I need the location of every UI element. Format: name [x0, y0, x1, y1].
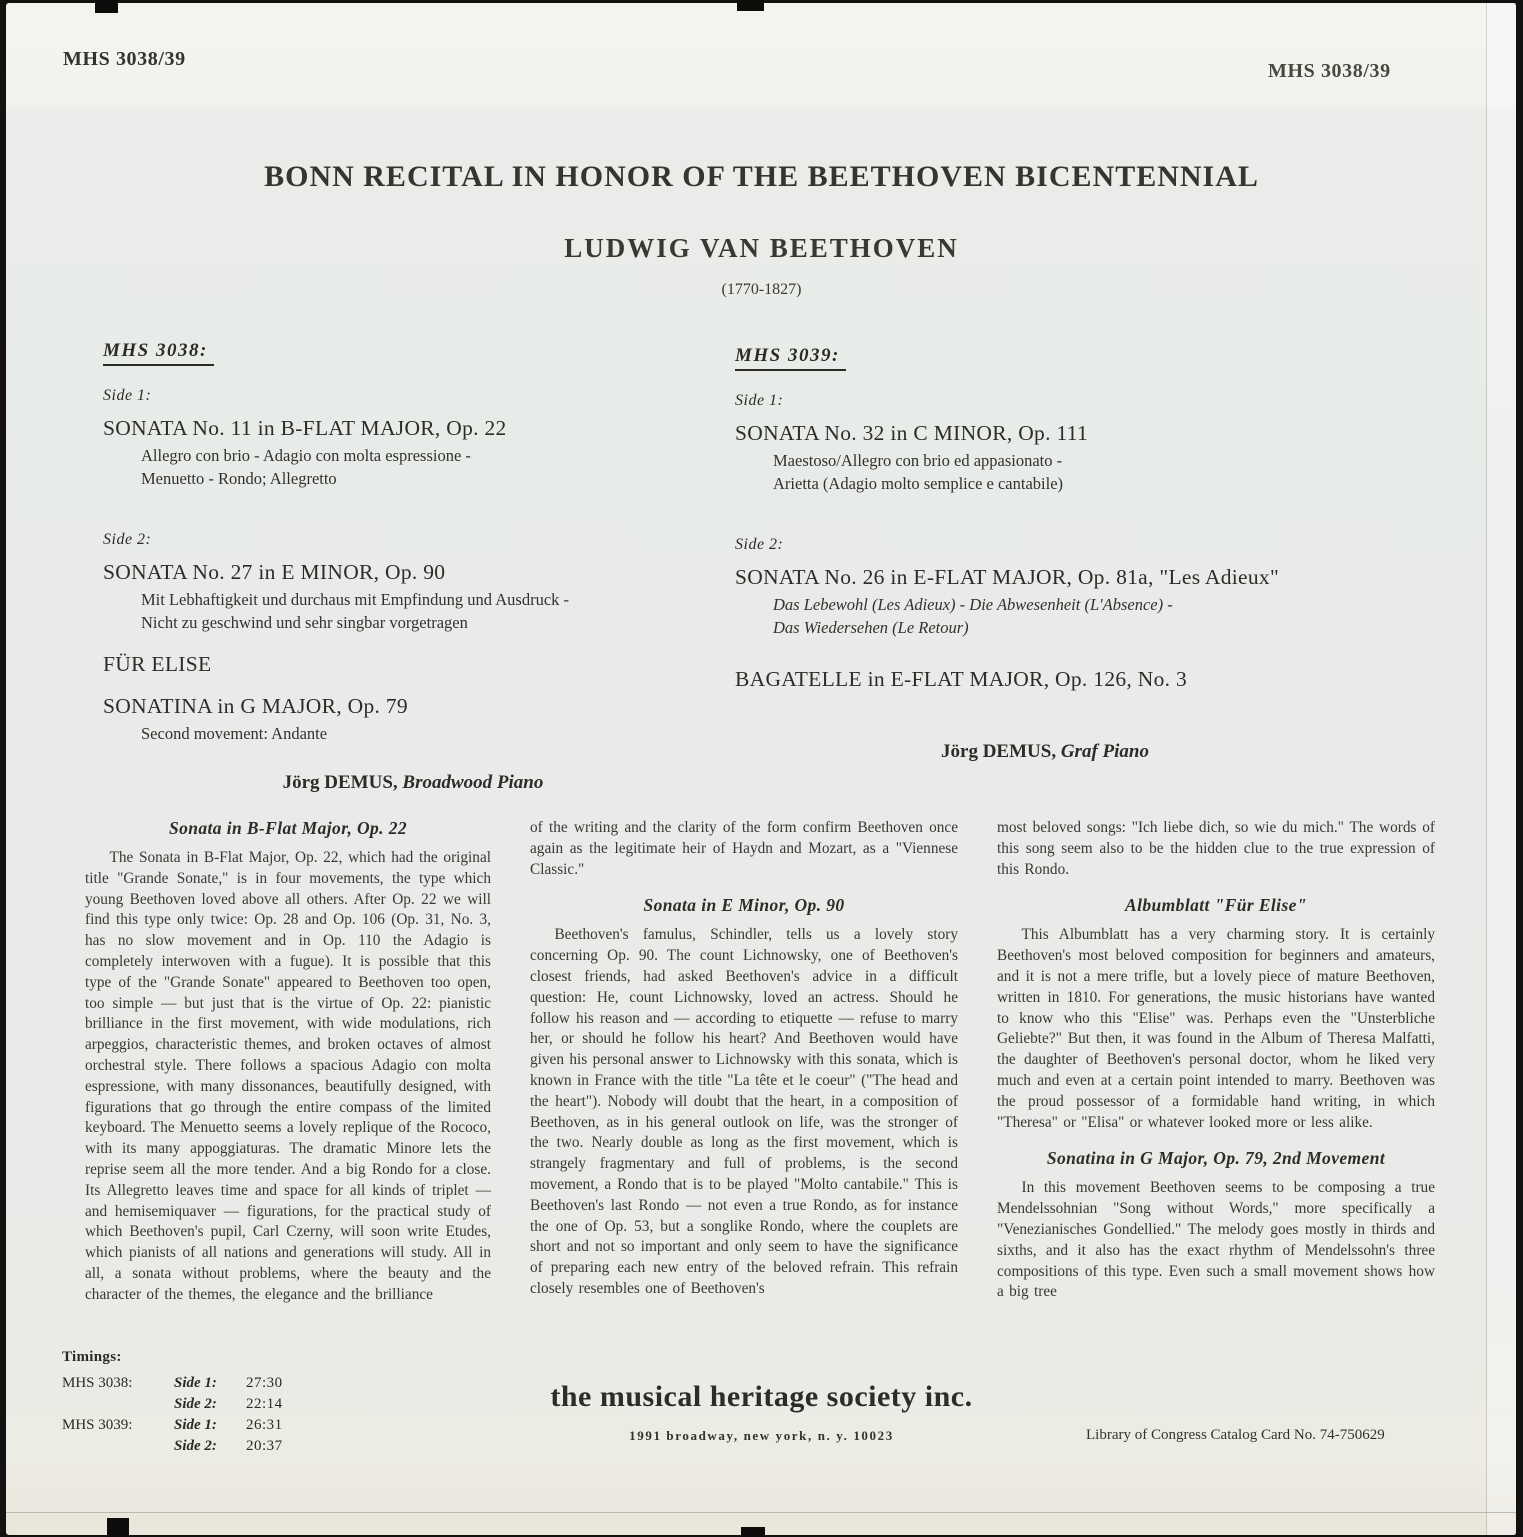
- note-paragraph: most beloved songs: "Ich liebe dich, so wie du mich." The words of this song seem also to be the hidden clue to the true expression of this Rondo.: [997, 819, 1435, 878]
- timing-side: Side 2:: [174, 1438, 217, 1454]
- cover-bottom-fold-line: [6, 1512, 1516, 1513]
- note-heading: Sonata in B-Flat Major, Op. 22: [168, 818, 408, 838]
- catalog-number-top-right: MHS 3038/39: [1268, 60, 1391, 82]
- work-movements: Maestoso/Allegro con brio ed appasionato - Arietta (Adagio molto semplice e cantabile): [773, 451, 1064, 494]
- tracklist-mhs-3038: [103, 340, 723, 794]
- album-label: MHS 3039:: [735, 345, 846, 371]
- timing-side: Side 2:: [174, 1396, 217, 1412]
- composer-name: LUDWIG VAN BEETHOVEN: [564, 233, 959, 263]
- performer-name: Jörg DEMUS,: [282, 772, 398, 794]
- timing-value: 20:37: [246, 1438, 283, 1454]
- side-2-label: Side 2:: [103, 530, 152, 548]
- edge-mark-bottom-left: [107, 1518, 129, 1537]
- composer-dates: (1770-1827): [721, 281, 802, 298]
- work-title: SONATINA in G MAJOR, Op. 79: [103, 693, 408, 718]
- side-1-label: Side 1:: [103, 387, 152, 404]
- note-paragraph: In this movement Beethoven seems to be composing a true Mendelssohnian "Song without Words," more specifically a "Venezianisches Gondellied." The melody goes mostly in thirds and sixths, and it also has the exact rhythm of Mendelssohn's three compositions of this type. Even such a small movement shows how a big tree: [997, 1179, 1435, 1301]
- notes-column-2: [530, 818, 958, 1306]
- cover-right-fold-line: [1486, 3, 1487, 1535]
- catalog-number-top-left: MHS 3038/39: [63, 48, 186, 70]
- edge-mark-bottom-center: [741, 1527, 765, 1537]
- side-1-label: Side 1:: [735, 392, 784, 409]
- album-title: BONN RECITAL IN HONOR OF THE BEETHOVEN BICENTENNIAL: [264, 160, 1259, 193]
- library-of-congress-number: Library of Congress Catalog Card No. 74-750629: [1086, 1427, 1385, 1443]
- notes-column-1: [85, 818, 491, 1306]
- work-movements: Das Lebewohl (Les Adieux) - Die Abwesenheit (L'Absence) - Das Wiedersehen (Le Retour): [773, 594, 1173, 638]
- work-title: BAGATELLE in E-FLAT MAJOR, Op. 126, No. 3: [735, 666, 1188, 691]
- work-title: SONATA No. 26 in E-FLAT MAJOR, Op. 81a, "Les Adieux": [735, 564, 1280, 589]
- work-movements: Allegro con brio - Adagio con molta espressione - Menuetto - Rondo; Allegretto: [141, 446, 471, 489]
- timing-album: MHS 3039:: [62, 1417, 133, 1433]
- note-heading: Albumblatt "Für Elise": [1125, 895, 1307, 916]
- performer-line: [735, 741, 1355, 763]
- note-paragraph: of the writing and the clarity of the form confirm Beethoven once again as the legitimate heir of Haydn and Mozart, as a "Viennese Classic.": [530, 819, 958, 878]
- work-title: FÜR ELISE: [103, 651, 212, 676]
- performer-instrument: Graf Piano: [1060, 740, 1149, 762]
- tracklist-mhs-3039: [735, 345, 1355, 763]
- timing-side: Side 1:: [174, 1417, 217, 1433]
- cover-right-fold-band: [1487, 3, 1516, 1535]
- note-heading: Sonatina in G Major, Op. 79, 2nd Movement: [1046, 1148, 1386, 1169]
- publisher-name: the musical heritage society inc.: [550, 1380, 973, 1413]
- work-title: SONATA No. 32 in C MINOR, Op. 111: [735, 421, 1088, 445]
- album-label: MHS 3038:: [103, 340, 214, 366]
- work-movements: Second movement: Andante: [141, 723, 328, 743]
- timing-value: 26:31: [246, 1417, 283, 1433]
- performer-instrument: Broadwood Piano: [402, 772, 544, 794]
- performer-line: [103, 772, 723, 794]
- timing-album: MHS 3038:: [62, 1375, 133, 1391]
- timings-label: Timings:: [62, 1349, 122, 1365]
- performer-name: Jörg DEMUS,: [941, 740, 1057, 762]
- liner-notes: [85, 818, 1435, 1306]
- timing-value: 27:30: [246, 1375, 283, 1391]
- note-heading: Sonata in E Minor, Op. 90: [643, 895, 845, 916]
- edge-mark-top-left: [95, 0, 118, 13]
- side-2-label: Side 2:: [735, 535, 784, 553]
- publisher-address: 1991 broadway, new york, n. y. 10023: [629, 1428, 894, 1443]
- note-paragraph: This Albumblatt has a very charming story. It is certainly Beethoven's most beloved composition for beginners and amateurs, and it is not a mere trifle, but a lovely piece of mature Beethoven, written in 1810. For generations, the music historians have wanted to know who this "Elise" was. Perhaps even the "Unsterbliche Geliebte?" But then, it was found in the Album of Theresa Malfatti, the daughter of Beethoven's personal doctor, whom he liked very much and even at a certain point intended to marry. Beethoven was the proud possessor of a formidable hand writing, in which "Theresa" or "Elisa" or whatever looked more or less alike.: [997, 926, 1435, 1131]
- work-title: SONATA No. 27 in E MINOR, Op. 90: [103, 559, 446, 584]
- note-paragraph: Beethoven's famulus, Schindler, tells us a lovely story concerning Op. 90. The count Lichnowsky, one of Beethoven's closest friends, had asked Beethoven's advice in a difficult question: He, count Lichnowsky, loved an actress. Should he follow his reason and — according to etiquette — refuse to marry her, or should he follow his heart? And Beethoven would have given his personal answer to Lichnowsky with this sonata, which is known in France with the title "La tête et le coeur" ("The head and the heart"). Nobody will doubt that the heart, in a composition of Beethoven, as in his general outlook on life, was the stronger of the two. Nearly double as long as the first movement, which is strangely fragmentary and full of problems, is the second movement, a Rondo that is to be played "Molto cantabile." This is Beethoven's last Rondo — not even a true Rondo, as for instance the one of Op. 53, but a songlike Rondo, where the couplets are short and not so important and only seem to have the significance of preparing each new entry of the beloved refrain. This refrain closely resembles one of Beethoven's: [530, 926, 958, 1297]
- edge-mark-top-center: [737, 0, 764, 11]
- note-paragraph: The Sonata in B-Flat Major, Op. 22, which had the original title "Grande Sonate," is in four movements, the type which young Beethoven loved above all others. After Op. 22 we will find this type only twice: Op. 28 and Op. 106 (Op. 31, No. 3, has no slow movement and in Op. 110 the Adagio is completely interwoven with a fugue). It is possible that this type of the "Grande Sonate" appeared to Beethoven too open, too simple — but just that is the virtue of Op. 22: pianistic brilliance in the first movement, with wide modulations, rich arpeggios, characteristic themes, and broken octaves of almost orchestral style. There follows a spacious Adagio con molta espressione, with many dissonances, beautifully designed, with figurations that go through the entire compass of the limited keyboard. The Menuetto seems a lovely replique of the Rococo, with its many appoggiaturas. The dramatic Minore lets the reprise seem all the more tender. And a big Rondo for a close. Its Allegretto leaves time and space for all kinds of triplet — and hemisemiquaver — figurations, for the practical study of which Beethoven's pupil, Carl Czerny, will soon write Etudes, which pianists of all nations and generations will study. All in all, a sonata without problems, where the beauty and the character of the themes, the elegance and the brilliance: [85, 849, 491, 1303]
- notes-column-3: [997, 818, 1435, 1306]
- timing-side: Side 1:: [174, 1375, 217, 1391]
- work-movements: Mit Lebhaftigkeit und durchaus mit Empfindung und Ausdruck - Nicht zu geschwind und sehr singbar vorgetragen: [141, 589, 570, 633]
- work-title: SONATA No. 11 in B-FLAT MAJOR, Op. 22: [103, 416, 507, 440]
- timing-value: 22:14: [246, 1396, 283, 1412]
